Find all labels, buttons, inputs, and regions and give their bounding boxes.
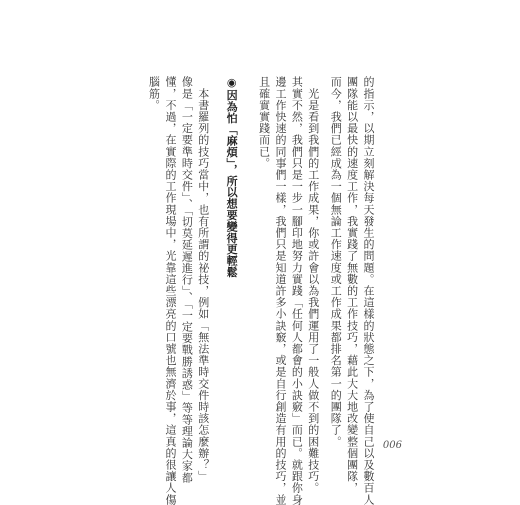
section-heading: ◉因為怕「麻煩」，所以想要變得更輕鬆 xyxy=(225,76,239,278)
text-column: 懂，不過，在實際的工作現場中，光靠這些漂亮的口號也無濟於事，這真的很讓人傷 xyxy=(163,76,177,505)
text-column: 其實不然，我們只是一步一腳印地努力實踐「任何人都會的小訣竅」而已。就跟你身 xyxy=(290,76,304,505)
text-column: 團隊能以最快的速度工作，我實踐了無數的工作技巧，藉此大大地改變整個團隊， xyxy=(345,76,359,494)
text-column: 邊工作快速的同事們一樣，我們只是知道許多小訣竅，或是自行創造有用的技巧，並 xyxy=(273,76,287,505)
column-gap xyxy=(243,76,249,438)
text-column: 腦筋。 xyxy=(147,76,161,111)
text-column: 像是「一定要準時交件」、「切莫延遲進行」、「一定要戰勝誘惑」等等理論大家都 xyxy=(180,76,194,484)
text-column: 光是看到我們的工作成果，你或許會以為我們運用了一般人做不到的困難技巧。 xyxy=(306,76,320,494)
column-gap xyxy=(321,76,327,438)
text-column: 的指示，以期立刻解決每天發生的問題。在這樣的狀態之下，為了使自己以及數百人 xyxy=(362,76,375,505)
text-column: 而今，我們已經成為一個無論工作速度或工作成果都排名第一的團隊了。 xyxy=(329,76,343,448)
page-number: 006 xyxy=(382,440,402,451)
text-column: 本書羅列的技巧當中，也有所謂的祕技，例如「無法準時交件時該怎麼辦？」 xyxy=(196,76,210,482)
text-column: 且確實實踐而已。 xyxy=(257,76,271,169)
vertical-text-body xyxy=(145,76,376,505)
column-gap xyxy=(211,76,217,438)
